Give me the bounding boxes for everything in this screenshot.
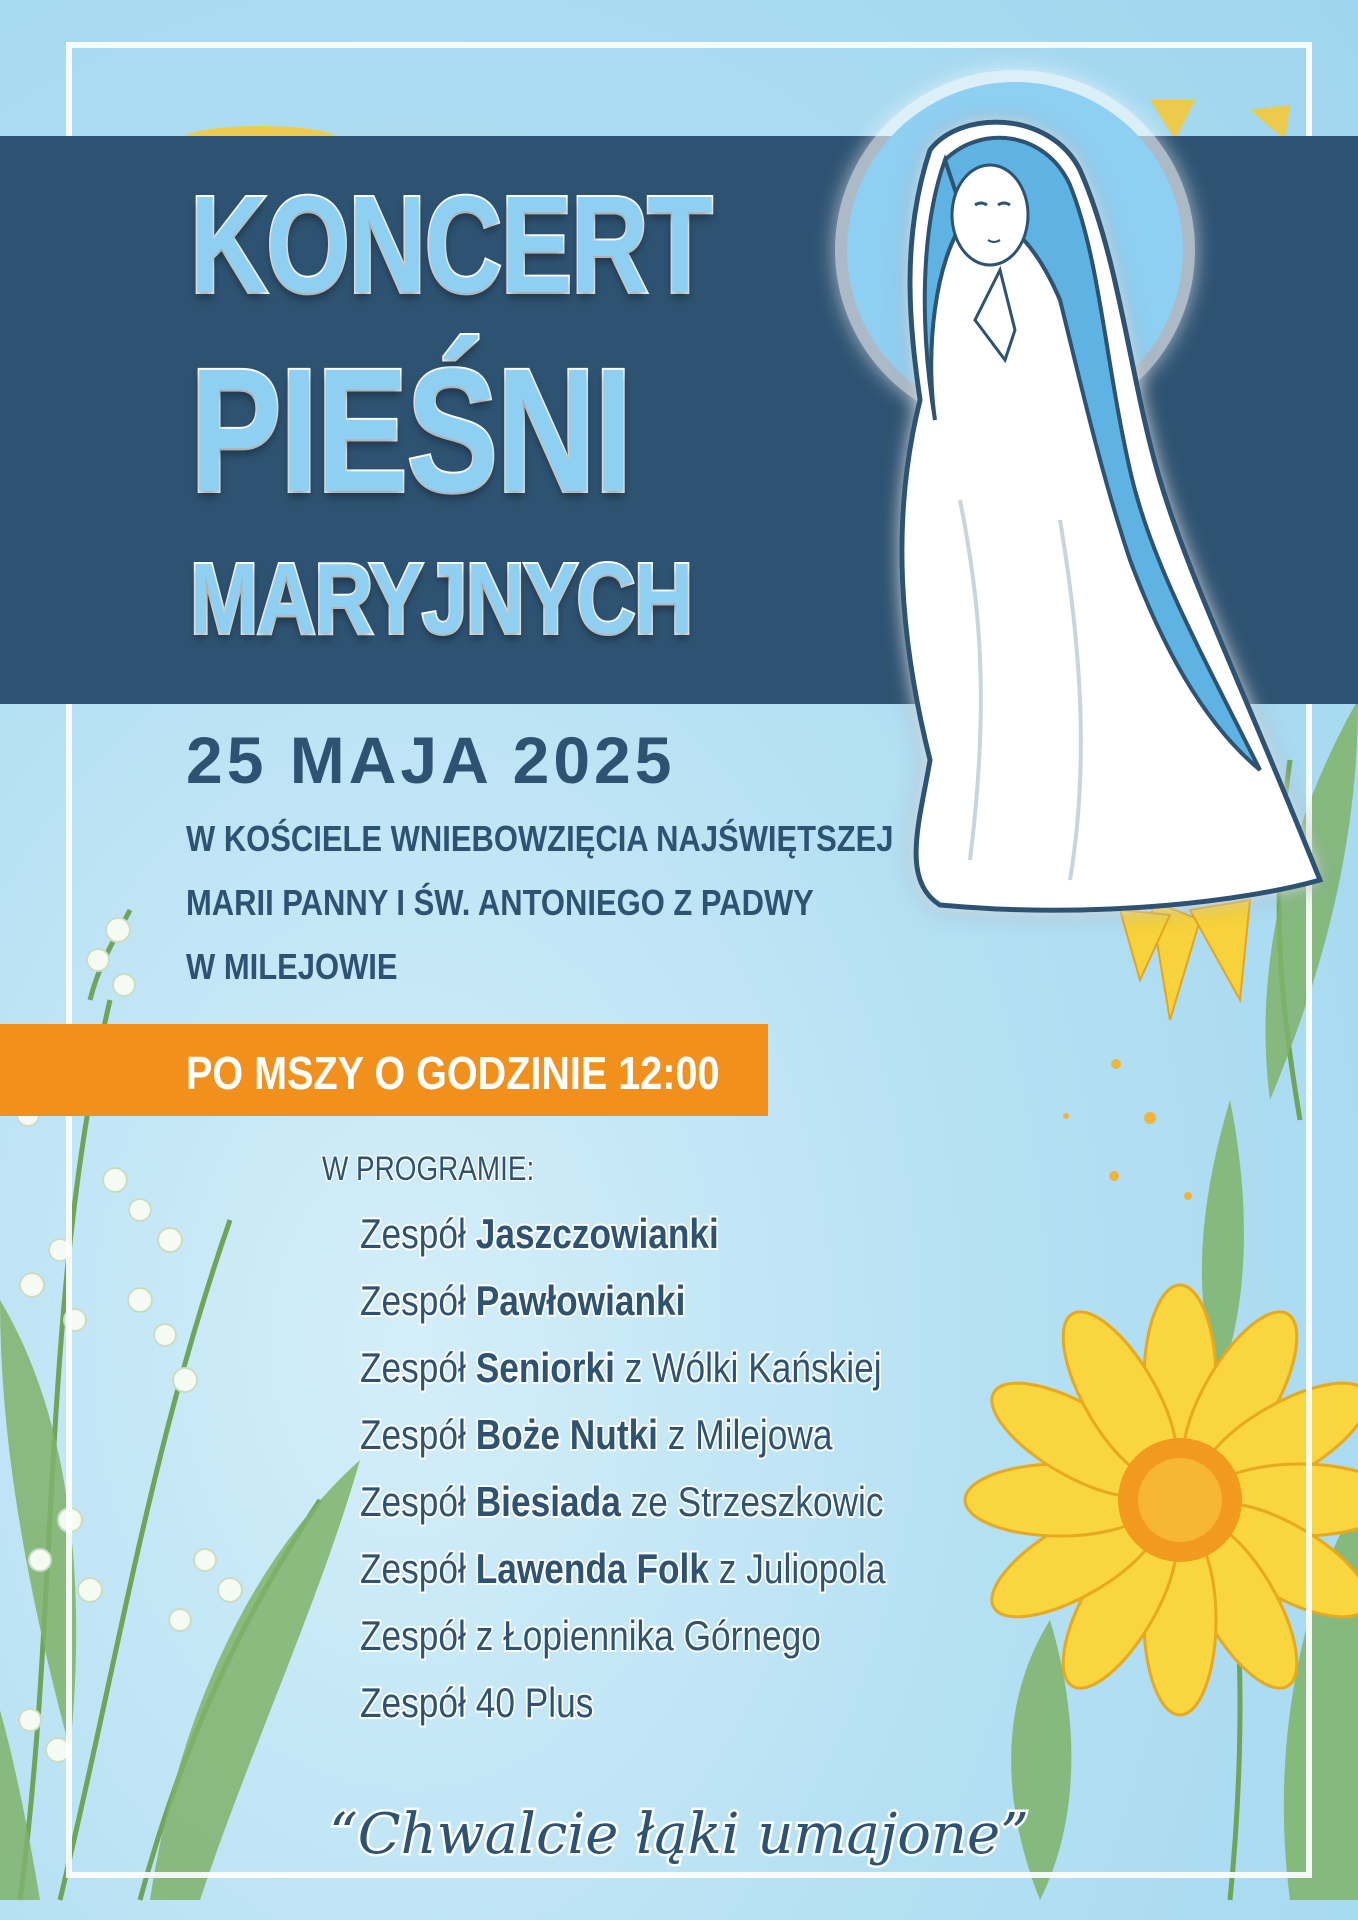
program-item: Zespół Seniorki z Wólki Kańskiej <box>360 1344 882 1391</box>
program-item: Zespół Jaszczowianki <box>360 1210 719 1257</box>
program-item: Zespół Boże Nutki z Milejowa <box>360 1411 833 1458</box>
venue-line-2: MARII PANNY I ŚW. ANTONIEGO Z PADWY <box>186 882 814 923</box>
program-item: Zespół z Łopiennika Górnego <box>360 1612 821 1659</box>
event-date: 25 MAJA 2025 <box>186 723 676 797</box>
program-item: Zespół Pawłowianki <box>360 1277 686 1324</box>
motto: “Chwalcie łąki umajone” <box>329 1802 1029 1867</box>
time-banner-text: PO MSZY O GODZINIE 12:00 <box>186 1047 720 1099</box>
title-line-1: KONCERT <box>190 168 712 322</box>
program-item: Zespół 40 Plus <box>360 1679 594 1726</box>
program-item: Zespół Biesiada ze Strzeszkowic <box>360 1478 884 1525</box>
title-line-2: PIEŚNI <box>190 333 631 529</box>
title-line-3: MARYJNYCH <box>190 543 692 655</box>
venue-line-3: W MILEJOWIE <box>186 946 398 987</box>
venue-line-1: W KOŚCIELE WNIEBOWZIĘCIA NAJŚWIĘTSZEJ <box>186 818 894 859</box>
program-heading: W PROGRAMIE: <box>322 1150 535 1188</box>
program-item: Zespół Lawenda Folk z Juliopola <box>360 1545 886 1592</box>
